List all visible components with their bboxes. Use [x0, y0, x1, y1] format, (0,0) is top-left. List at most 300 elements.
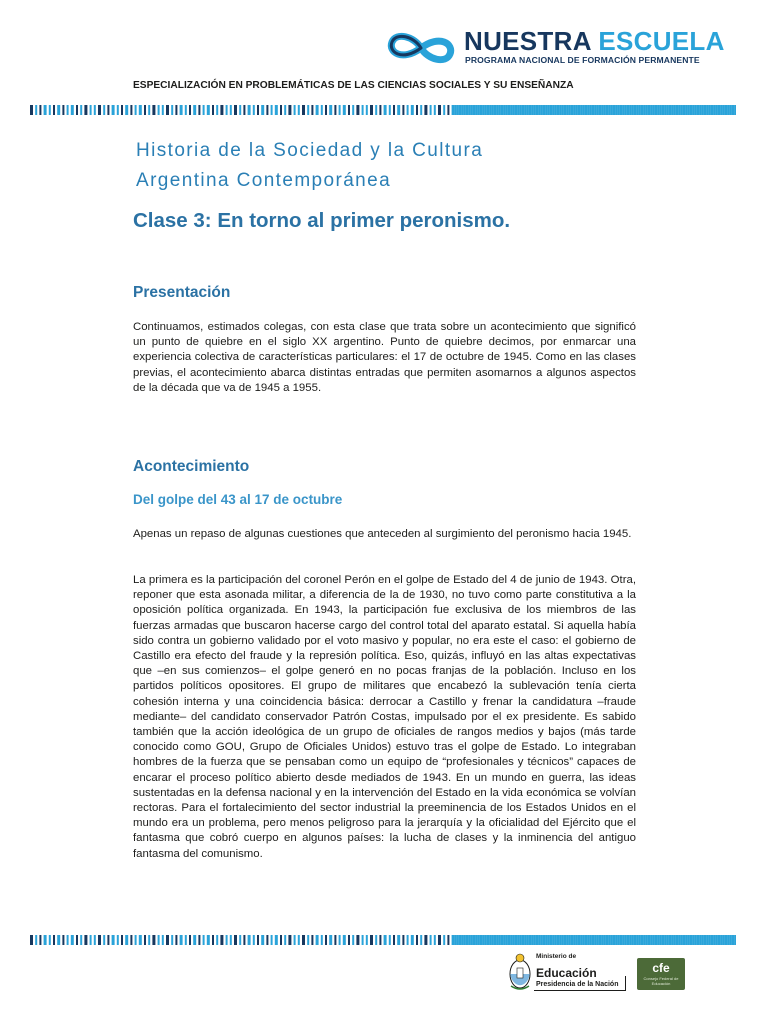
stripe-segment	[80, 105, 82, 115]
stripe-segment	[284, 935, 286, 945]
stripe-segment	[506, 935, 508, 945]
stripe-segment	[578, 105, 581, 115]
stripe-segment	[690, 935, 693, 945]
stripe-segment	[44, 935, 47, 945]
stripe-segment	[473, 935, 476, 945]
stripe-segment	[595, 935, 597, 945]
stripe-segment	[662, 105, 665, 115]
stripe-segment	[532, 935, 534, 945]
stripe-segment	[704, 935, 707, 945]
stripe-segment	[366, 105, 368, 115]
stripe-segment	[728, 935, 730, 945]
stripe-segment	[508, 105, 511, 115]
stripe-segment	[702, 935, 704, 945]
stripe-segment	[662, 935, 665, 945]
stripe-segment	[630, 105, 632, 115]
stripe-segment	[557, 105, 560, 115]
stripe-segment	[261, 105, 264, 115]
stripe-segment	[434, 935, 436, 945]
stripe-segment	[644, 935, 646, 945]
stripe-segment	[356, 105, 359, 115]
stripe-segment	[480, 105, 483, 115]
stripe-segment	[483, 105, 485, 115]
stripe-segment	[230, 105, 232, 115]
stripe-segment	[397, 935, 400, 945]
stripe-segment	[623, 935, 625, 945]
stripe-segment	[411, 105, 414, 115]
stripe-segment	[730, 105, 732, 115]
stripe-segment	[485, 935, 487, 945]
stripe-segment	[443, 935, 445, 945]
stripe-segment	[599, 935, 602, 945]
stripe-segment	[325, 935, 327, 945]
stripe-segment	[672, 105, 674, 115]
stripe-segment	[452, 105, 455, 115]
stripe-segment	[595, 105, 597, 115]
stripe-segment	[504, 935, 506, 945]
stripe-segment	[648, 935, 651, 945]
stripe-segment	[709, 935, 711, 945]
stripe-segment	[574, 105, 576, 115]
stripe-segment	[711, 935, 714, 945]
stripe-segment	[420, 105, 422, 115]
stripe-segment	[125, 105, 128, 115]
stripe-segment	[718, 935, 721, 945]
stripe-segment	[121, 935, 123, 945]
stripe-segment	[294, 105, 296, 115]
stripe-segment	[651, 105, 653, 115]
stripe-segment	[257, 105, 259, 115]
stripe-segment	[424, 935, 427, 945]
stripe-segment	[212, 935, 214, 945]
stripe-segment	[288, 935, 291, 945]
stripe-segment	[148, 105, 150, 115]
stripe-segment	[321, 105, 323, 115]
stripe-segment	[693, 935, 695, 945]
logo-title-word-2: ESCUELA	[598, 26, 725, 56]
stripe-segment	[393, 935, 395, 945]
stripe-segment	[443, 105, 445, 115]
stripe-segment	[462, 935, 464, 945]
stripe-segment	[585, 105, 588, 115]
stripe-segment	[674, 935, 676, 945]
stripe-segment	[539, 105, 541, 115]
stripe-segment	[459, 935, 462, 945]
stripe-segment	[639, 935, 641, 945]
stripe-segment	[641, 935, 644, 945]
course-title-line-1: Historia de la Sociedad y la Cultura	[136, 140, 484, 161]
stripe-segment	[203, 105, 205, 115]
stripe-segment	[284, 105, 286, 115]
stripe-segment	[676, 105, 679, 115]
stripe-segment	[321, 935, 323, 945]
stripe-segment	[316, 935, 319, 945]
stripe-segment	[655, 105, 658, 115]
stripe-segment	[135, 935, 137, 945]
stripe-segment	[71, 105, 74, 115]
stripe-segment	[275, 935, 278, 945]
stripe-segment	[84, 935, 87, 945]
ministry-underline	[534, 990, 626, 991]
stripe-segment	[339, 935, 341, 945]
stripe-segment	[555, 105, 557, 115]
stripe-segment	[625, 935, 627, 945]
ministry-vertical-bar	[625, 976, 626, 991]
stripe-segment	[117, 935, 119, 945]
stripe-segment	[487, 935, 490, 945]
stripe-segment	[606, 105, 609, 115]
stripe-segment	[49, 935, 51, 945]
stripe-segment	[704, 105, 707, 115]
stripe-segment	[430, 105, 432, 115]
stripe-segment	[735, 105, 736, 115]
stripe-segment	[57, 105, 60, 115]
stripe-segment	[375, 935, 377, 945]
stripe-segment	[416, 935, 418, 945]
stripe-segment	[471, 935, 473, 945]
stripe-segment	[515, 105, 518, 115]
stripe-segment	[325, 105, 327, 115]
stripe-segment	[632, 105, 634, 115]
stripe-segment	[166, 935, 169, 945]
stripe-segment	[497, 935, 499, 945]
stripe-segment	[511, 935, 513, 945]
stripe-segment	[590, 935, 592, 945]
stripe-segment	[548, 105, 550, 115]
stripe-segment	[616, 935, 618, 945]
stripe-segment	[513, 935, 515, 945]
stripe-segment	[103, 105, 105, 115]
stripe-segment	[125, 935, 128, 945]
stripe-segment	[288, 105, 291, 115]
stripe-segment	[457, 105, 459, 115]
stripe-segment	[266, 105, 268, 115]
stripe-segment	[348, 935, 350, 945]
stripe-segment	[501, 105, 504, 115]
stripe-segment	[546, 935, 548, 945]
stripe-segment	[597, 935, 599, 945]
stripe-segment	[567, 935, 569, 945]
stripe-segment	[203, 935, 205, 945]
stripe-segment	[311, 935, 313, 945]
stripe-segment	[571, 935, 574, 945]
stripe-segment	[697, 105, 700, 115]
stripe-segment	[185, 935, 187, 945]
stripe-segment	[362, 105, 364, 115]
stripe-segment	[548, 935, 550, 945]
stripe-segment	[280, 105, 282, 115]
stripe-segment	[84, 105, 87, 115]
stripe-segment	[667, 935, 669, 945]
stripe-segment	[280, 935, 282, 945]
stripe-segment	[543, 935, 546, 945]
course-title	[136, 136, 483, 196]
stripe-segment	[370, 935, 373, 945]
stripe-segment	[466, 105, 469, 115]
stripe-segment	[522, 935, 525, 945]
stripe-segment	[234, 935, 237, 945]
stripe-segment	[525, 105, 527, 115]
stripe-segment	[107, 105, 109, 115]
stripe-segment	[117, 105, 119, 115]
stripe-segment	[243, 105, 245, 115]
stripe-segment	[389, 935, 391, 945]
stripe-segment	[239, 105, 241, 115]
stripe-segment	[644, 105, 646, 115]
stripe-segment	[508, 935, 511, 945]
stripe-segment	[676, 935, 679, 945]
stripe-segment	[198, 935, 200, 945]
stripe-segment	[527, 105, 529, 115]
specialization-title: ESPECIALIZACIÓN EN PROBLEMÁTICAS DE LAS CIENCIAS SOCIALES Y SU ENSEÑANZA	[133, 80, 574, 91]
stripe-segment	[39, 935, 41, 945]
stripe-segment	[709, 105, 711, 115]
stripe-segment	[564, 105, 567, 115]
stripe-segment	[175, 105, 177, 115]
stripe-segment	[672, 935, 674, 945]
stripe-segment	[723, 105, 725, 115]
stripe-segment	[307, 935, 309, 945]
stripe-segment	[158, 105, 160, 115]
stripe-segment	[148, 935, 150, 945]
stripe-segment	[707, 935, 709, 945]
stripe-segment	[94, 935, 96, 945]
stripe-segment	[67, 105, 69, 115]
stripe-segment	[193, 935, 196, 945]
stripe-segment	[389, 105, 391, 115]
stripe-segment	[576, 935, 578, 945]
stripe-segment	[469, 105, 471, 115]
stripe-segment	[438, 105, 441, 115]
presentacion-paragraph: Continuamos, estimados colegas, con esta clase que trata sobre un acontecimiento que significó un punto de quiebre en el siglo XX argentino. Punto de quiebre decimos, por enmarcar una experiencia colectiva de características particulares: el 17 de octubre de 1945. Como en las clases previas, el acontecimiento abarca distintas entradas que permiten asomarnos a algunos aspectos de la década que va de 1945 a 1955.	[133, 321, 636, 394]
stripe-segment	[90, 935, 92, 945]
stripe-segment	[725, 935, 728, 945]
stripe-segment	[590, 105, 592, 115]
stripe-segment	[180, 105, 183, 115]
stripe-segment	[455, 935, 457, 945]
stripe-segment	[162, 105, 164, 115]
stripe-segment	[583, 105, 585, 115]
stripe-segment	[180, 935, 183, 945]
stripe-segment	[175, 935, 177, 945]
stripe-segment	[490, 105, 492, 115]
stripe-segment	[457, 935, 459, 945]
stripe-segment	[343, 105, 346, 115]
ministry-name: Educación	[536, 966, 597, 980]
stripe-segment	[80, 935, 82, 945]
stripe-segment	[506, 105, 508, 115]
stripe-segment	[606, 935, 609, 945]
stripe-segment	[112, 105, 115, 115]
stripe-segment	[329, 935, 332, 945]
stripe-segment	[135, 105, 137, 115]
stripe-segment	[658, 935, 660, 945]
stripe-segment	[103, 935, 105, 945]
stripe-segment	[469, 935, 471, 945]
stripe-segment	[634, 935, 637, 945]
stripe-segment	[53, 935, 55, 945]
stripe-segment	[466, 935, 469, 945]
stripe-segment	[158, 935, 160, 945]
infinity-logo-icon	[384, 28, 458, 68]
stripe-segment	[420, 935, 422, 945]
stripe-segment	[121, 105, 123, 115]
acontecimiento-heading: Acontecimiento	[133, 458, 250, 475]
stripe-segment	[216, 105, 218, 115]
stripe-segment	[329, 105, 332, 115]
stripe-segment	[667, 105, 669, 115]
stripe-segment	[732, 935, 735, 945]
stripe-segment	[370, 105, 373, 115]
stripe-segment	[604, 935, 606, 945]
stripe-segment	[536, 105, 539, 115]
stripe-segment	[339, 105, 341, 115]
stripe-segment	[525, 935, 527, 945]
stripe-segment	[266, 935, 268, 945]
stripe-segment	[402, 935, 404, 945]
ministry-label: Ministerio de	[536, 953, 577, 960]
stripe-segment	[646, 935, 648, 945]
stripe-segment	[483, 935, 485, 945]
stripe-segment	[543, 105, 546, 115]
stripe-segment	[207, 105, 210, 115]
stripe-segment	[434, 105, 436, 115]
stripe-segment	[402, 105, 404, 115]
stripe-segment	[588, 935, 590, 945]
stripe-segment	[480, 935, 483, 945]
stripe-segment	[438, 935, 441, 945]
stripe-segment	[648, 105, 651, 115]
stripe-segment	[735, 935, 736, 945]
stripe-segment	[139, 935, 142, 945]
stripe-segment	[588, 105, 590, 115]
stripe-segment	[646, 105, 648, 115]
stripe-segment	[67, 935, 69, 945]
stripe-segment	[637, 935, 639, 945]
stripe-segment	[686, 935, 688, 945]
stripe-segment	[98, 935, 101, 945]
stripe-segment	[634, 105, 637, 115]
stripe-segment	[714, 935, 716, 945]
stripe-segment	[271, 105, 273, 115]
stripe-segment	[714, 105, 716, 115]
stripe-segment	[212, 105, 214, 115]
stripe-segment	[658, 105, 660, 115]
stripe-segment	[688, 105, 690, 115]
stripe-segment	[511, 105, 513, 115]
body-paragraph-1: Apenas un repaso de algunas cuestiones que anteceden al surgimiento del peronismo hacia 1945.	[133, 528, 632, 540]
stripe-segment	[334, 105, 336, 115]
stripe-segment	[253, 105, 255, 115]
stripe-segment	[660, 105, 662, 115]
stripe-segment	[455, 105, 457, 115]
stripe-segment	[718, 105, 721, 115]
stripe-segment	[700, 935, 702, 945]
stripe-segment	[62, 105, 64, 115]
stripe-segment	[569, 935, 571, 945]
stripe-segment	[576, 105, 578, 115]
stripe-segment	[366, 935, 368, 945]
stripe-segment	[609, 105, 611, 115]
stripe-segment	[725, 105, 728, 115]
stripe-segment	[574, 935, 576, 945]
stripe-segment	[562, 935, 564, 945]
stripe-segment	[30, 935, 33, 945]
stripe-segment	[166, 105, 169, 115]
stripe-segment	[53, 105, 55, 115]
stripe-segment	[611, 935, 613, 945]
stripe-segment	[560, 105, 562, 115]
stripe-segment	[220, 105, 223, 115]
section-subheading: Del golpe del 43 al 17 de octubre	[133, 492, 343, 507]
stripe-segment	[462, 105, 464, 115]
stripe-segment	[57, 935, 60, 945]
stripe-segment	[721, 935, 723, 945]
stripe-segment	[189, 935, 191, 945]
stripe-segment	[198, 105, 200, 115]
stripe-segment	[384, 935, 387, 945]
stripe-segment	[637, 105, 639, 115]
stripe-segment	[553, 105, 555, 115]
bottom-stripe-divider	[30, 935, 736, 945]
stripe-segment	[248, 935, 251, 945]
stripe-segment	[609, 935, 611, 945]
stripe-segment	[641, 105, 644, 115]
stripe-segment	[716, 105, 718, 115]
nuestra-escuela-logo	[384, 26, 725, 70]
stripe-segment	[655, 935, 658, 945]
stripe-segment	[362, 935, 364, 945]
stripe-segment	[216, 935, 218, 945]
presentacion-heading: Presentación	[133, 284, 231, 301]
stripe-segment	[207, 935, 210, 945]
stripe-segment	[686, 105, 688, 115]
stripe-segment	[632, 935, 634, 945]
stripe-segment	[152, 105, 155, 115]
stripe-segment	[107, 935, 109, 945]
stripe-segment	[302, 935, 305, 945]
stripe-segment	[627, 105, 630, 115]
stripe-segment	[375, 105, 377, 115]
stripe-segment	[485, 105, 487, 115]
stripe-segment	[71, 935, 74, 945]
stripe-segment	[243, 935, 245, 945]
stripe-segment	[613, 935, 616, 945]
stripe-segment	[688, 935, 690, 945]
stripe-segment	[397, 105, 400, 115]
stripe-segment	[464, 935, 466, 945]
stripe-segment	[653, 935, 655, 945]
stripe-segment	[555, 935, 557, 945]
stripe-segment	[447, 935, 449, 945]
stripe-segment	[669, 105, 672, 115]
stripe-segment	[490, 935, 492, 945]
stripe-segment	[534, 935, 536, 945]
stripe-segment	[447, 105, 449, 115]
stripe-segment	[248, 105, 251, 115]
stripe-segment	[550, 935, 553, 945]
logo-subtitle: PROGRAMA NACIONAL DE FORMACIÓN PERMANENTE	[465, 55, 700, 65]
stripe-segment	[334, 935, 336, 945]
stripe-segment	[536, 935, 539, 945]
stripe-segment	[407, 935, 409, 945]
cfe-fullname: Consejo Federal de Educación	[643, 976, 679, 986]
stripe-segment	[230, 935, 232, 945]
stripe-segment	[379, 105, 381, 115]
stripe-segment	[679, 935, 681, 945]
stripe-segment	[653, 105, 655, 115]
stripe-segment	[352, 105, 354, 115]
